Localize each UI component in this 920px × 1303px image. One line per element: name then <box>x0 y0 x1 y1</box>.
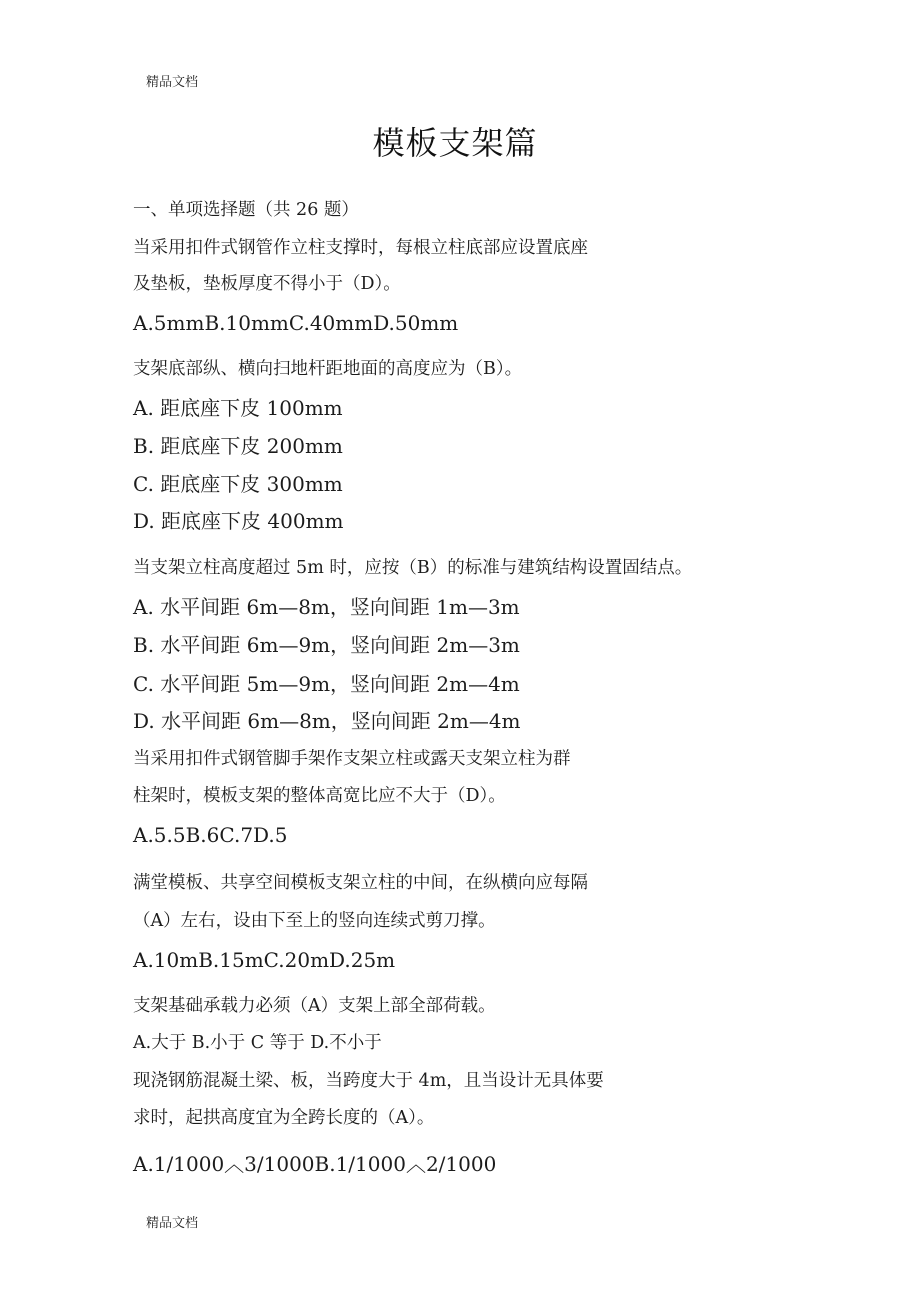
question-3-option-b: B. 水平间距 6m—9m，竖向间距 2m—3m <box>133 633 520 657</box>
question-3-stem: 当支架立柱高度超过 5m 时，应按（B）的标准与建筑结构设置固结点。 <box>133 558 693 578</box>
question-5-line-1: 满堂模板、共享空间模板支架立柱的中间，在纵横向应每隔 <box>133 873 588 893</box>
question-6-options: A.大于 B.小于 C 等于 D.不小于 <box>133 1033 382 1053</box>
question-2-option-d: D. 距底座下皮 400mm <box>133 509 344 533</box>
question-4-line-2: 柱架时，模板支架的整体高宽比应不大于（D）。 <box>133 786 506 806</box>
question-1-line-2: 及垫板，垫板厚度不得小于（D）。 <box>133 274 401 294</box>
page-header: 精品文档 <box>146 75 199 90</box>
question-6-stem: 支架基础承载力必须（A）支架上部全部荷载。 <box>133 996 496 1016</box>
question-1-options: A.5mmB.10mmC.40mmD.50mm <box>133 311 459 335</box>
question-3-option-c: C. 水平间距 5m—9m，竖向间距 2m—4m <box>133 672 520 696</box>
question-4-line-1: 当采用扣件式钢管脚手架作支架立柱或露天支架立柱为群 <box>133 749 571 769</box>
question-5-options: A.10mB.15mC.20mD.25m <box>133 948 396 972</box>
question-2-option-b: B. 距底座下皮 200mm <box>133 434 343 458</box>
section-heading: 一、单项选择题（共 26 题） <box>133 200 359 220</box>
question-3-option-a: A. 水平间距 6m—8m，竖向间距 1m—3m <box>133 595 520 619</box>
question-4-options: A.5.5B.6C.7D.5 <box>133 823 288 847</box>
question-7-line-1: 现浇钢筋混凝土梁、板，当跨度大于 4m，且当设计无具体要 <box>133 1071 604 1091</box>
question-7-line-2: 求时，起拱高度宜为全跨长度的（A）。 <box>133 1108 435 1128</box>
page-title: 模板支架篇 <box>372 124 538 162</box>
question-5-line-2: （A）左右，设由下至上的竖向连续式剪刀撑。 <box>133 911 496 931</box>
question-1-line-1: 当采用扣件式钢管作立柱支撑时，每根立柱底部应设置底座 <box>133 238 588 258</box>
question-3-option-d: D. 水平间距 6m—8m，竖向间距 2m—4m <box>133 709 521 733</box>
question-2-option-a: A. 距底座下皮 100mm <box>133 396 343 420</box>
question-2-option-c: C. 距底座下皮 300mm <box>133 472 343 496</box>
page-footer: 精品文档 <box>146 1216 199 1231</box>
question-2-stem: 支架底部纵、横向扫地杆距地面的高度应为（B）。 <box>133 359 523 379</box>
question-7-options: A.1/1000︿3/1000B.1/1000︿2/1000 <box>133 1152 497 1176</box>
